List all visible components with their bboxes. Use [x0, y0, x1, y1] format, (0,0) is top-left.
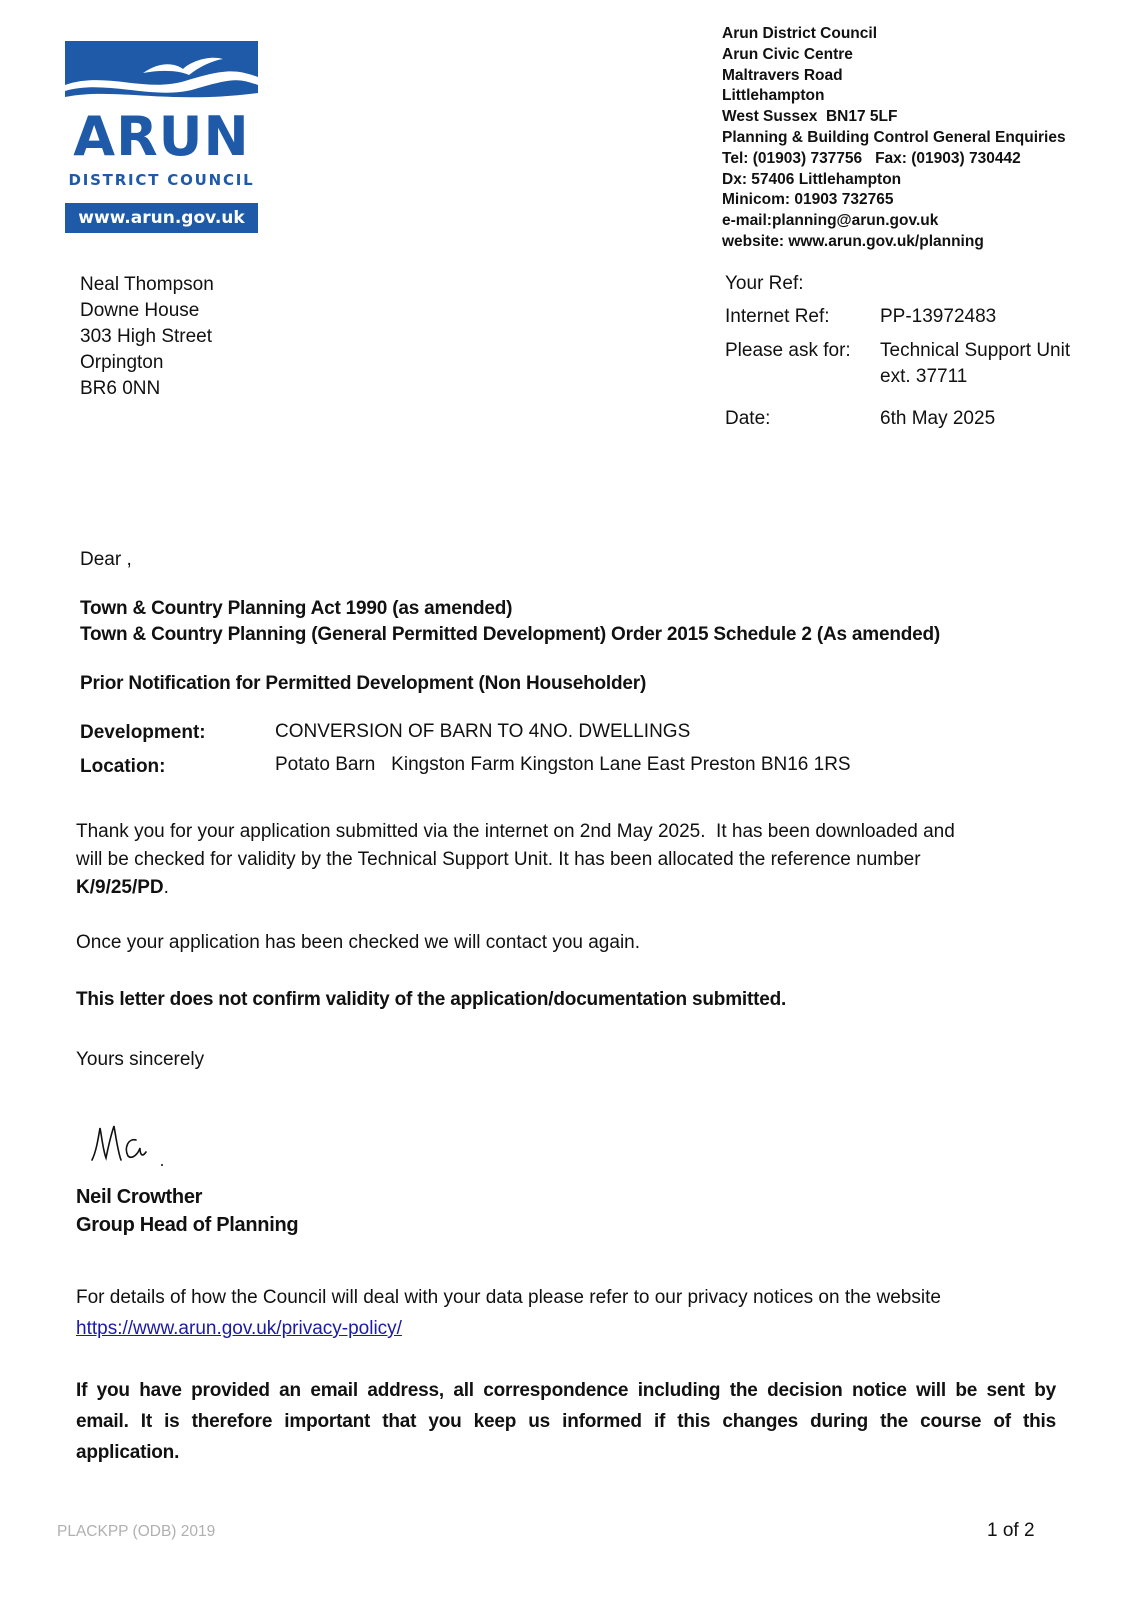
page-number: 1 of 2 [987, 1520, 1035, 1541]
date-value: 6th May 2025 [880, 408, 996, 429]
signatory-name: Neil Crowther [76, 1186, 203, 1208]
council-address-line: Arun District Council [722, 25, 878, 42]
privacy-policy-link[interactable]: https://www.arun.gov.uk/privacy-policy/ [76, 1318, 402, 1339]
council-address-line: Maltravers Road [722, 66, 843, 84]
logo-subtitle: DISTRICT COUNCIL [68, 171, 255, 189]
reference-suffix: . [163, 877, 169, 898]
council-address-line: Littlehampton [722, 87, 825, 105]
closing: Yours sincerely [76, 1049, 205, 1070]
email-notice-line: application. [76, 1442, 180, 1463]
recipient-line: Neal Thompson [80, 274, 214, 295]
signatory-title: Group Head of Planning [76, 1214, 299, 1236]
council-address-line: Arun Civic Centre [722, 45, 853, 63]
handwritten-signature [88, 1118, 168, 1170]
council-email: e-mail:planning@arun.gov.uk [722, 212, 939, 230]
recipient-line: Orpington [80, 352, 164, 373]
salutation: Dear , [80, 549, 132, 570]
paragraph-line [76, 874, 1056, 902]
ask-for-extension: ext. 37711 [880, 366, 968, 387]
development-label: Development: [80, 722, 206, 743]
council-address-line: West Sussex BN17 5LF [722, 108, 898, 126]
council-website: website: www.arun.gov.uk/planning [722, 232, 984, 250]
act-heading: Town & Country Planning Act 1990 (as amended) [80, 598, 513, 619]
contact-paragraph: Once your application has been checked we will contact you again. [76, 932, 641, 953]
date-label: Date: [725, 408, 771, 429]
location-label: Location: [80, 756, 166, 777]
footer-code: PLACKPP (ODB) 2019 [57, 1523, 216, 1540]
arun-logo [65, 41, 258, 235]
development-value: CONVERSION OF BARN TO 4NO. DWELLINGS [275, 721, 691, 742]
application-paragraph [76, 818, 1056, 902]
order-heading: Town & Country Planning (General Permitted Development) Order 2015 Schedule 2 (As amended) [80, 624, 941, 645]
recipient-address [80, 272, 214, 402]
recipient-line: 303 High Street [80, 326, 213, 347]
email-notice-line: email. It is therefore important that you keep us informed if this changes during the course of this [76, 1411, 1056, 1432]
seagull-logo-graphic [65, 41, 258, 103]
ask-for-value: Technical Support Unit [880, 340, 1071, 361]
location-value: Potato Barn Kingston Farm Kingston Lane East Preston BN16 1RS [275, 754, 851, 775]
reference-number: K/9/25/PD [76, 877, 164, 898]
council-address-line: Minicom: 01903 732765 [722, 191, 894, 209]
internet-ref-value: PP-13972483 [880, 306, 997, 327]
recipient-line: Downe House [80, 300, 200, 321]
ask-for-label: Please ask for: [725, 340, 851, 361]
recipient-line: BR6 0NN [80, 378, 161, 399]
paragraph-line: will be checked for validity by the Technical Support Unit. It has been allocated the reference number [76, 849, 921, 870]
council-address-line: Planning & Building Control General Enquiries [722, 128, 1066, 146]
council-address-line: Tel: (01903) 737756 Fax: (01903) 730442 [722, 149, 1021, 167]
validity-notice: This letter does not confirm validity of the application/documentation submitted. [76, 989, 787, 1010]
email-notice-line: If you have provided an email address, all correspondence including the decision notice will be sent by [76, 1380, 1056, 1401]
notification-heading: Prior Notification for Permitted Development (Non Householder) [80, 673, 647, 694]
logo-url: www.arun.gov.uk [65, 203, 258, 233]
internet-ref-label: Internet Ref: [725, 306, 830, 327]
your-ref-label: Your Ref: [725, 273, 804, 294]
council-address-line: Dx: 57406 Littlehampton [722, 170, 902, 188]
privacy-text: For details of how the Council will deal with your data please refer to our privacy notices on the website [76, 1287, 941, 1308]
council-address-block [722, 24, 1066, 253]
logo-wordmark: ARUN [73, 105, 250, 168]
paragraph-line: Thank you for your application submitted via the internet on 2nd May 2025. It has been downloaded and [76, 821, 955, 842]
